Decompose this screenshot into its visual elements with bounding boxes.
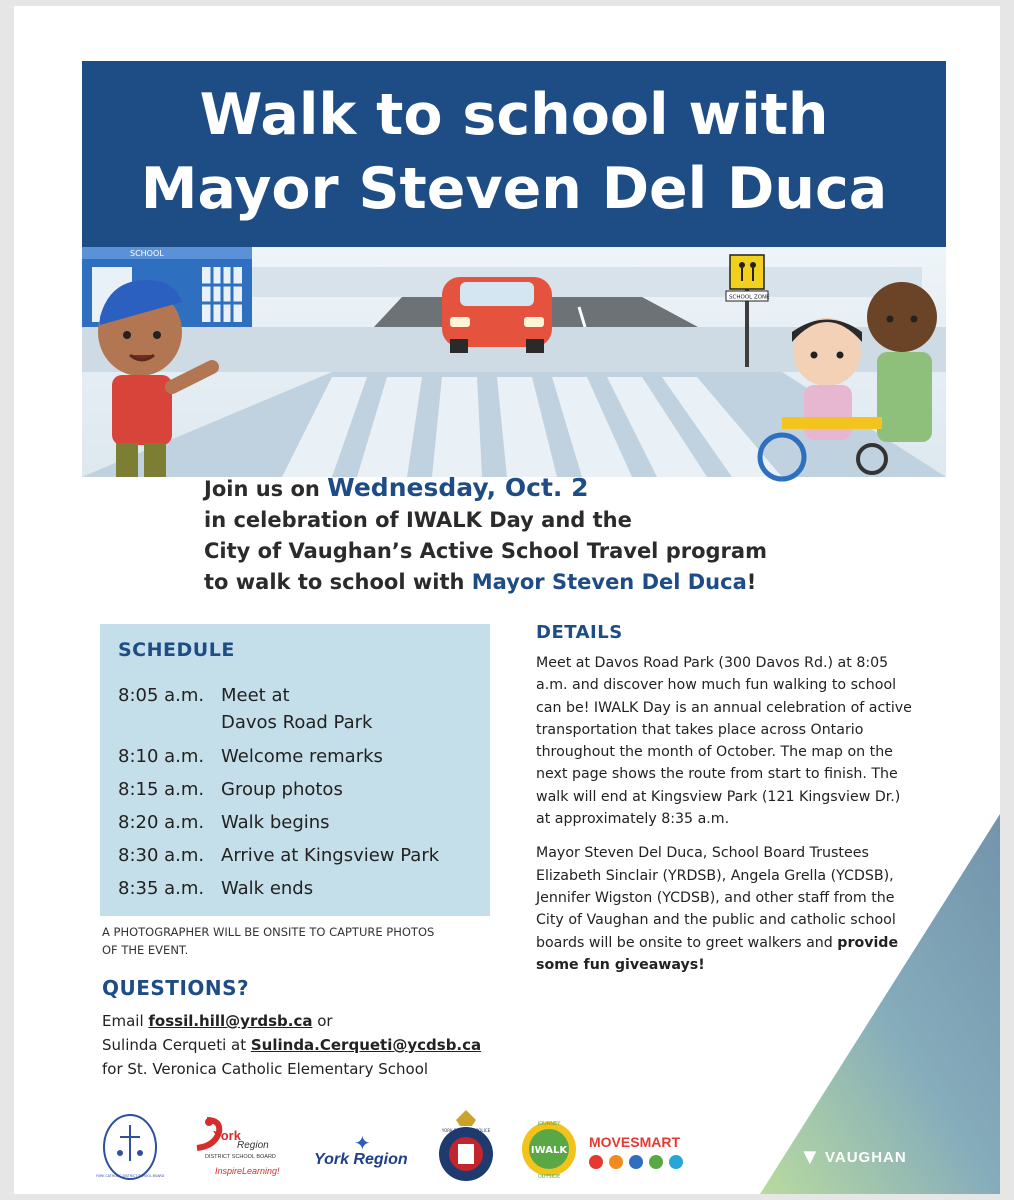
- intro-text: Join us on Wednesday, Oct. 2 in celebration of IWALK Day and the City of Vaughan’s Active School Travel program to walk to school with Mayor Steven Del Duca!: [204, 473, 767, 594]
- movesmart-transport-icons: [589, 1154, 689, 1170]
- schedule-row: 8:10 a.m. Welcome remarks: [118, 746, 383, 767]
- details-paragraph-2: Mayor Steven Del Duca, School Board Trustees Elizabeth Sinclair (YRDSB), Angela Grella (YCDSB), Jennifer Wigston (YCDSB), and other staff from the City of Vaughan and the public and catholic school boards will be onsite to greet walkers and provide some fun giveaways!: [536, 845, 899, 973]
- title-banner: [82, 61, 946, 247]
- ycdsb-logo: [95, 1111, 165, 1183]
- flyer-page: [14, 6, 1000, 1194]
- red-car: [442, 277, 552, 353]
- mayor-name: Mayor Steven Del Duca: [471, 570, 747, 594]
- york-region-logo: ✦ York Region: [314, 1133, 408, 1168]
- york-region-bird-icon: ✦: [354, 1133, 371, 1155]
- york-regional-police-logo: [436, 1106, 496, 1186]
- schedule-box: [100, 624, 490, 916]
- svg-text:YORK REGIONAL POLICE: YORK REGIONAL POLICE: [441, 1128, 491, 1133]
- school-sign: SCHOOL: [130, 249, 164, 258]
- schedule-row: 8:35 a.m. Walk ends: [118, 878, 314, 899]
- schedule-row: 8:15 a.m. Group photos: [118, 779, 343, 800]
- svg-text:YORK CATHOLIC DISTRICT SCHOOL: YORK CATHOLIC DISTRICT SCHOOL BOARD: [95, 1174, 165, 1178]
- schedule-row: 8:20 a.m. Walk begins: [118, 812, 330, 833]
- photographer-note: A PHOTOGRAPHER WILL BE ONSITE TO CAPTURE PHOTOS OF THE EVENT.: [102, 925, 435, 957]
- movesmart-logo: MOVESMART: [589, 1134, 699, 1174]
- svg-text:JOURNEY: JOURNEY: [537, 1121, 561, 1127]
- title-line-1: Walk to school with: [199, 82, 829, 148]
- sponsor-logos: [14, 1106, 1000, 1194]
- details-title: DETAILS: [536, 622, 623, 643]
- vaughan-logo: ▼ VAUGHAN: [799, 1144, 907, 1169]
- questions-body: Email fossil.hill@yrdsb.ca or Sulinda Cerqueti at Sulinda.Cerqueti@ycdsb.ca for St. Veronica Catholic Elementary School: [102, 1012, 482, 1078]
- schedule-row: 8:30 a.m. Arrive at Kingsview Park: [118, 845, 440, 866]
- event-date: Wednesday, Oct. 2: [327, 473, 589, 502]
- title-line-2: Mayor Steven Del Duca: [140, 156, 888, 222]
- svg-text:OUTSIDE: OUTSIDE: [537, 1174, 561, 1180]
- street-illustration: [82, 247, 946, 477]
- email-link-ycdsb[interactable]: Sulinda.Cerqueti@ycdsb.ca: [250, 1036, 482, 1054]
- schedule-row: 8:05 a.m. Meet at Davos Road Park: [118, 685, 373, 733]
- svg-text:SCHOOL ZONE: SCHOOL ZONE: [729, 294, 770, 301]
- svg-text:IWALK: IWALK: [530, 1145, 568, 1156]
- schedule-title: SCHEDULE: [118, 639, 235, 661]
- yrdsb-logo: York Region DISTRICT SCHOOL BOARD InspireLearning!: [179, 1116, 289, 1186]
- email-link-yrdsb[interactable]: fossil.hill@yrdsb.ca: [148, 1012, 313, 1030]
- questions-title: QUESTIONS?: [102, 976, 250, 1000]
- vaughan-v-icon: ▼: [799, 1144, 821, 1169]
- details-paragraph-1: Meet at Davos Road Park (300 Davos Rd.) at 8:05 a.m. and discover how much fun walking to school can be! IWALK Day is an annual celebration of active transportation that takes place across Ontario throughout the month of October. The map on the next page shows the route from start to finish. The walk will end at Kingsview Park (121 Kingsview Dr.) at approximately 8:35 a.m.: [536, 655, 912, 828]
- iwalk-logo: [519, 1111, 579, 1186]
